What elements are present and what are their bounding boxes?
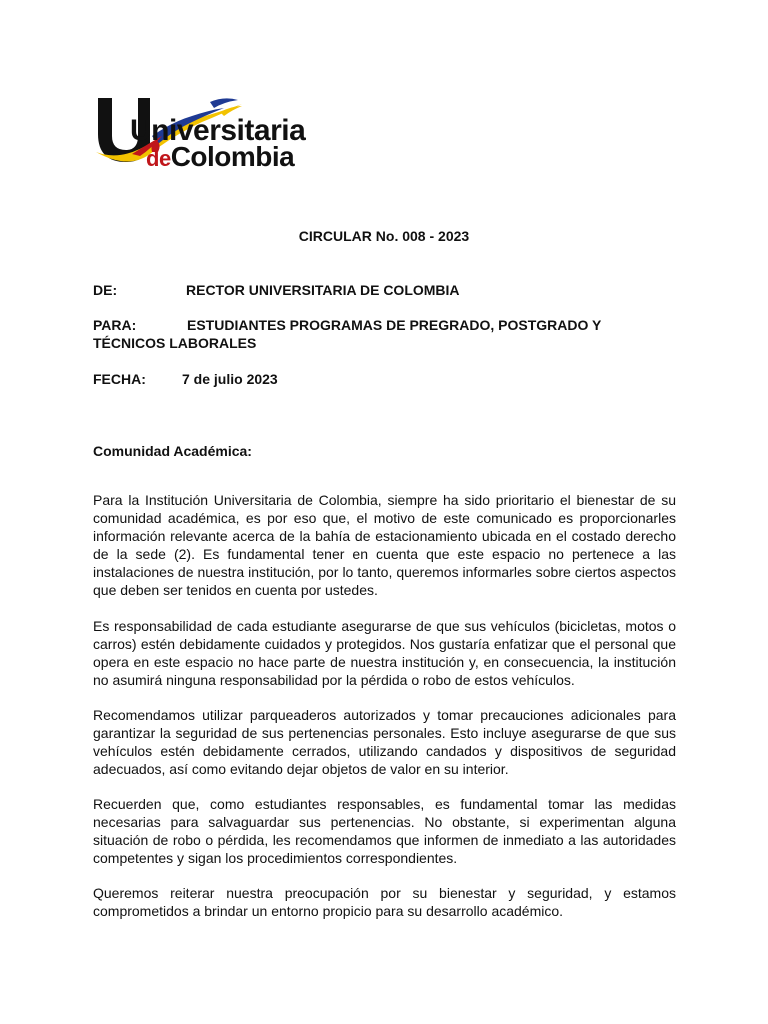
body-paragraph-2: Es responsabilidad de cada estudiante asegurarse de que sus vehículos (bicicletas, motos o carros) estén debidamente cuidados y protegidos. Nos gustaría enfatizar que el personal que opera en este espacio no hace parte de nuestra institución y, en consecuencia, la institución no asumirá ninguna responsabilidad por la pérdida o robo de estos vehículos. [93, 618, 676, 688]
field-para-value-cont: TÉCNICOS LABORALES [93, 335, 257, 351]
salutation: Comunidad Académica: [93, 443, 252, 459]
field-para-value: ESTUDIANTES PROGRAMAS DE PREGRADO, POSTGRADO Y [187, 317, 602, 333]
body-paragraph-3: Recomendamos utilizar parqueaderos autorizados y tomar precauciones adicionales para garantizar la seguridad de sus pertenencias personales. Esto incluye asegurarse de que sus vehículos estén debidamente cerrados, utilizando candados y dispositivos de seguridad adecuados, así como evitando dejar objetos de valor en su interior. [93, 707, 676, 777]
field-fecha [93, 371, 278, 387]
field-fecha-label: FECHA: [93, 371, 146, 387]
logo-text-line2 [146, 141, 294, 173]
body-paragraph-1: Para la Institución Universitaria de Colombia, siempre ha sido prioritario el bienestar de su comunidad académica, es por eso que, el motivo de este comunicado es proporcionarles información relevante acerca de la bahía de estacionamiento ubicada en el costado derecho de la sede (2). Es fundamental tener en cuenta que este espacio no pertenece a las instalaciones de nuestra institución, por lo tanto, queremos informarles sobre ciertos aspectos que deben ser tenidos en cuenta por ustedes. [93, 492, 676, 598]
logo-text-colombia: Colombia [170, 141, 295, 172]
logo-text-line1: Universitaria [130, 114, 306, 147]
body-paragraph-5: Queremos reiterar nuestra preocupación por su bienestar y seguridad, y estamos comprometidos a brindar un entorno propicio para su desarrollo académico. [93, 885, 676, 919]
university-logo [92, 92, 322, 172]
field-para [93, 317, 602, 333]
body-paragraph-4: Recuerden que, como estudiantes responsables, es fundamental tomar las medidas necesarias para salvaguardar sus pertenencias. No obstante, si experimentan alguna situación de robo o pérdida, les recomendamos que informen de inmediato a las autoridades competentes y sigan los procedimientos correspondientes. [93, 796, 676, 866]
circular-title: CIRCULAR No. 008 - 2023 [298, 228, 470, 244]
field-para-continuation [93, 335, 256, 351]
logo-text-de: de [146, 146, 171, 171]
field-fecha-value: 7 de julio 2023 [182, 371, 278, 387]
field-de-label: DE: [93, 282, 118, 298]
field-para-label: PARA: [93, 317, 137, 333]
field-de [93, 282, 460, 298]
field-de-value: RECTOR UNIVERSITARIA DE COLOMBIA [186, 282, 460, 298]
